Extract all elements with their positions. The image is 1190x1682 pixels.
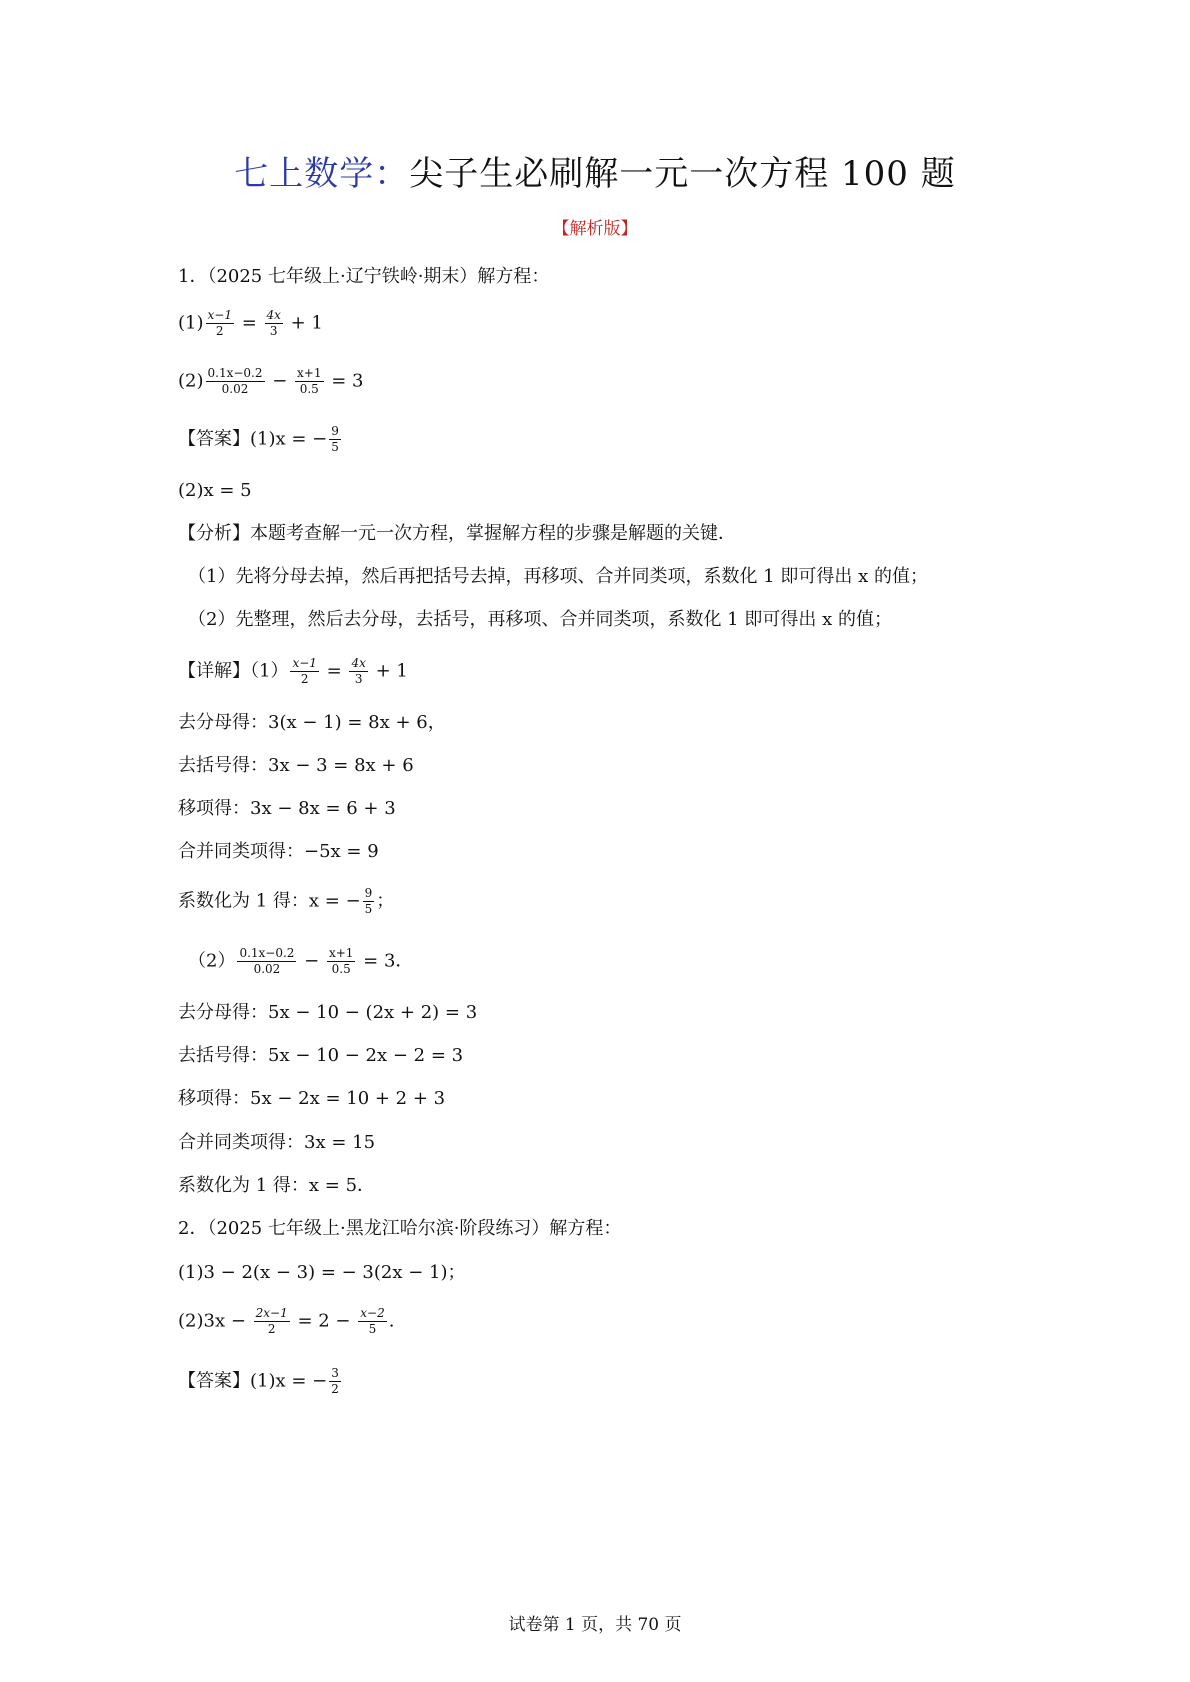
q1-step-4: 合并同类项得：−5x = 9 <box>178 841 379 862</box>
q2-equation-1: (1)3 − 2(x − 3) = − 3(2x − 1)； <box>178 1262 466 1283</box>
denominator: 0.5 <box>331 962 351 976</box>
q1-part2-step-3: 移项得：5x − 2x = 10 + 2 + 3 <box>178 1088 446 1109</box>
fraction <box>290 656 318 687</box>
denominator: 0.02 <box>253 962 281 976</box>
eq-prefix: (2)3x − <box>178 1310 252 1332</box>
q1-analysis-1: （1）先将分母去掉，然后再把括号去掉，再移项、合并同类项，系数化 1 即可得出 x 的值； <box>188 566 928 587</box>
fraction <box>329 424 341 455</box>
fraction <box>206 308 234 339</box>
numerator: x+1 <box>328 946 354 960</box>
fraction <box>237 946 296 977</box>
q1-step-5 <box>178 886 394 916</box>
denominator: 2 <box>300 672 309 686</box>
eq-tail: = 3 <box>325 370 364 392</box>
fraction <box>327 946 355 977</box>
numerator: 3 <box>331 1366 339 1380</box>
operator: = <box>235 312 263 334</box>
numerator: 4x <box>266 308 281 322</box>
eq-prefix: (2) <box>178 370 204 392</box>
answer-label: 【答案】 <box>178 1370 250 1392</box>
answer-text: (1)x = − <box>250 1370 328 1392</box>
question-1-stem: 1．（2025 七年级上·辽宁铁岭·期末）解方程： <box>178 266 550 287</box>
subtitle-badge: 【解析版】 <box>552 219 638 239</box>
numerator: x−2 <box>360 1306 385 1320</box>
q1-analysis-2: （2）先整理，然后去分母，去括号，再移项、合并同类项，系数化 1 即可得出 x 的值； <box>188 609 892 630</box>
q1-step-1: 去分母得：3(x − 1) = 8x + 6， <box>178 712 446 733</box>
fraction <box>349 656 367 687</box>
q1-part-2-header <box>188 946 413 976</box>
page-footer: 试卷第 1 页，共 70 页 <box>508 1615 682 1635</box>
part-prefix: （2） <box>188 950 236 972</box>
numerator: x−1 <box>292 656 317 670</box>
q1-detail-header <box>178 656 408 686</box>
denominator: 5 <box>364 902 373 916</box>
numerator: 9 <box>331 424 339 438</box>
numerator: x−1 <box>207 308 232 322</box>
fraction <box>265 308 283 339</box>
question-2-stem: 2．（2025 七年级上·黑龙江哈尔滨·阶段练习）解方程： <box>178 1218 622 1239</box>
q1-part2-step-5: 系数化为 1 得：x = 5． <box>178 1175 376 1196</box>
eq-tail: + 1 <box>369 660 408 682</box>
q1-part2-step-1: 去分母得：5x − 10 − (2x + 2) = 3 <box>178 1002 478 1023</box>
q1-step-3: 移项得：3x − 8x = 6 + 3 <box>178 798 396 819</box>
numerator: 9 <box>364 886 373 900</box>
fraction <box>329 1366 341 1397</box>
q1-part2-step-4: 合并同类项得：3x = 15 <box>178 1132 376 1153</box>
q2-equation-2 <box>178 1306 394 1336</box>
operator: = <box>320 660 348 682</box>
answer-text: (1)x = − <box>250 428 328 450</box>
eq-prefix: (1) <box>178 312 204 334</box>
denominator: 2 <box>267 1322 276 1336</box>
eq-tail: + 1 <box>284 312 323 334</box>
detail-label: 【详解】（1） <box>178 660 289 682</box>
q1-answer-2: (2)x = 5 <box>178 480 252 501</box>
denominator: 5 <box>331 440 339 454</box>
operator: − <box>298 950 325 972</box>
fraction <box>254 1306 290 1337</box>
q1-step-2: 去括号得：3x − 3 = 8x + 6 <box>178 755 414 776</box>
q2-answer-1 <box>178 1366 343 1396</box>
step-text: 系数化为 1 得：x = − <box>178 890 361 912</box>
denominator: 3 <box>269 324 278 338</box>
denominator: 0.02 <box>221 382 249 396</box>
eq-tail: = 3． <box>357 950 414 972</box>
fraction <box>363 886 375 917</box>
denominator: 0.5 <box>299 382 319 396</box>
page-title <box>0 150 1190 198</box>
denominator: 3 <box>354 672 363 686</box>
numerator: x+1 <box>297 366 322 380</box>
fraction <box>206 366 265 397</box>
q1-part2-step-2: 去括号得：5x − 10 − 2x − 2 = 3 <box>178 1045 464 1066</box>
operator: = 2 − <box>291 1310 357 1332</box>
eq-tail: . <box>388 1310 395 1332</box>
fraction <box>295 366 323 397</box>
operator: − <box>266 370 294 392</box>
numerator: 0.1x−0.2 <box>239 946 295 960</box>
numerator: 4x <box>351 656 366 670</box>
denominator: 2 <box>331 1382 339 1396</box>
denominator: 5 <box>368 1322 377 1336</box>
step-tail: ； <box>376 890 395 912</box>
title-main: 尖子生必刷解一元一次方程 100 题 <box>409 154 956 194</box>
q1-answer-1 <box>178 424 343 454</box>
q1-equation-2 <box>178 366 363 396</box>
fraction <box>358 1306 386 1337</box>
q1-analysis: 【分析】本题考查解一元一次方程，掌握解方程的步骤是解题的关键． <box>178 523 736 544</box>
q1-equation-1 <box>178 308 323 338</box>
denominator: 2 <box>215 324 224 338</box>
answer-label: 【答案】 <box>178 428 250 450</box>
numerator: 0.1x−0.2 <box>207 366 263 380</box>
title-subject: 七上数学： <box>234 154 410 194</box>
numerator: 2x−1 <box>255 1306 288 1320</box>
